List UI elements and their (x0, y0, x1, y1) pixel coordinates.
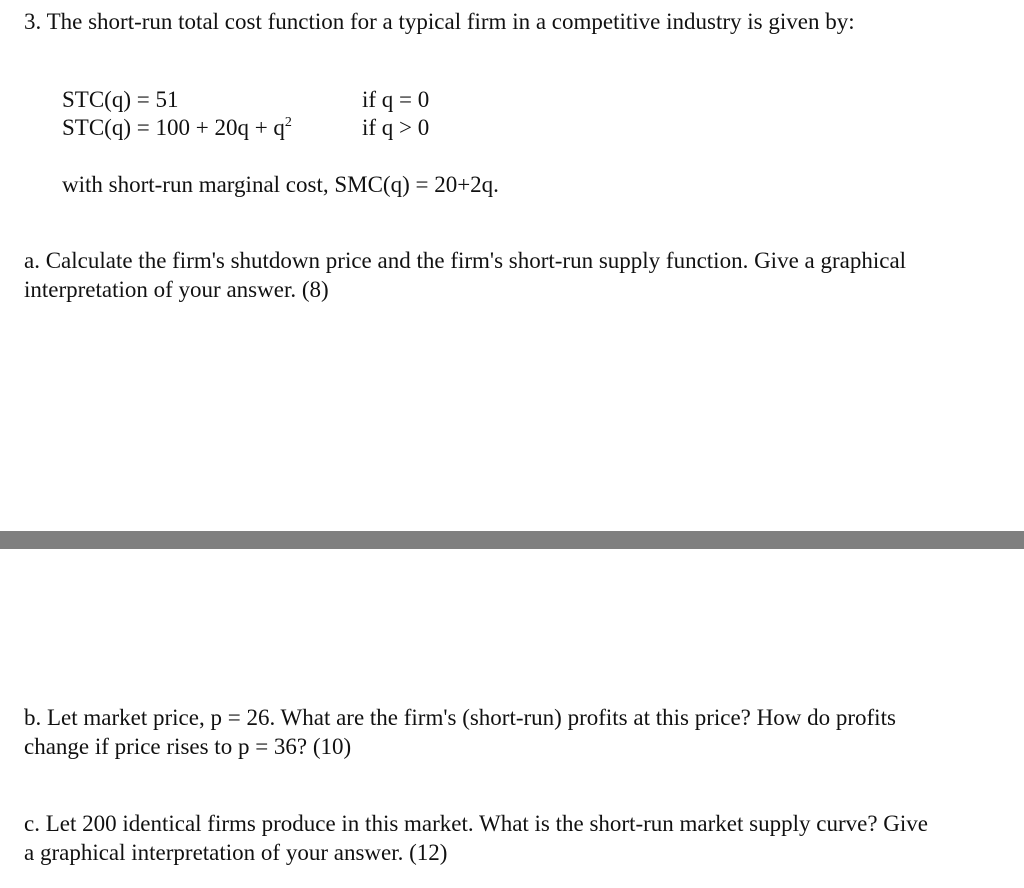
stc-positive-expression (62, 114, 292, 142)
stc-positive-condition: if q > 0 (362, 115, 430, 140)
smc-line: with short-run marginal cost, SMC(q) = 20+2q. (62, 172, 499, 197)
stc-zero-expression: STC(q) = 51 (62, 87, 179, 112)
page-divider (0, 531, 1024, 549)
stc-zero-condition: if q = 0 (362, 87, 430, 112)
exponent: 2 (284, 115, 292, 130)
part-a-line-2: interpretation of your answer. (8) (24, 277, 329, 302)
part-c-line-1: c. Let 200 identical firms produce in this market. What is the short-run market supply curve? Give (24, 811, 928, 836)
part-b-line-1: b. Let market price, p = 26. What are the firm's (short-run) profits at this price? How do profits (24, 705, 896, 730)
part-b-line-2: change if price rises to p = 36? (10) (24, 734, 352, 759)
part-c-line-2: a graphical interpretation of your answer. (12) (24, 840, 448, 865)
question-header: 3. The short-run total cost function for a typical firm in a competitive industry is given by: (24, 9, 855, 34)
part-a-line-1: a. Calculate the firm's shutdown price and the firm's short-run supply function. Give a graphical (24, 248, 907, 273)
stc-positive-expression-text: STC(q) = 100 + 20q + q (62, 115, 285, 140)
